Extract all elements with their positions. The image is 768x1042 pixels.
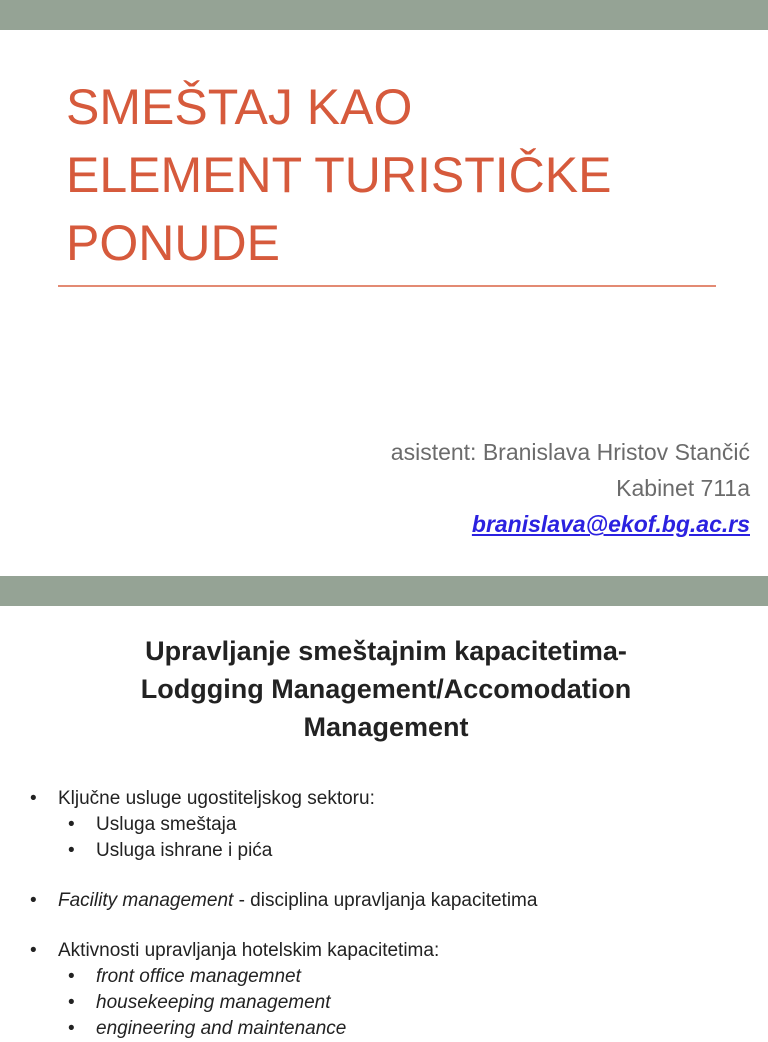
bullet-list [30,786,750,1042]
list-item [30,938,750,964]
list-item-emphasis: Facility management [58,890,234,911]
assistant-name: asistent: Branislava Hristov Stančić [390,439,750,465]
slide1-title [66,73,746,277]
contact-block [391,434,750,542]
list-item-text: - disciplina upravljanja kapacitetima [233,890,538,911]
sub-list-item-text: housekeeping management [96,992,331,1013]
sub-list-item [30,990,750,1016]
bullet-icon: • [30,940,37,961]
slide-separator-band [0,576,768,606]
sub-list-item-text: front office managemnet [96,966,301,987]
sub-list-item-text: Usluga ishrane i pića [96,840,273,861]
list-item-text: Ključne usluge ugostiteljskog sektoru: [58,788,375,809]
bullet-icon: • [68,814,75,835]
title-line: ELEMENT TURISTIČKE [66,147,612,203]
title-line: Lodgging Management/Accomodation [140,674,632,704]
sub-list-item-text: engineering and maintenance [96,1018,347,1039]
office-number: Kabinet 711a [616,475,750,501]
email-link[interactable]: branislava@ekof.bg.ac.rs [471,511,750,537]
bullet-icon: • [68,992,75,1013]
bullet-icon: • [68,840,75,861]
sub-list-item-text: Usluga smeštaja [96,814,237,835]
sub-list-item [30,838,750,864]
sub-list-item [30,812,750,838]
list-item-text: Aktivnosti upravljanja hotelskim kapacitetima: [58,940,440,961]
sub-list-item [30,1016,750,1042]
list-item [30,786,750,812]
title-line: SMEŠTAJ KAO [66,79,413,135]
title-line: Upravljanje smeštajnim kapacitetima- [145,636,627,666]
bullet-icon: • [68,966,75,987]
list-item [30,888,750,914]
slide2-title [40,632,732,746]
title-line: Management [303,712,469,742]
bullet-icon: • [68,1018,75,1039]
bullet-icon: • [30,890,37,911]
slide-top-band [0,0,768,30]
title-divider [58,285,716,287]
title-line: PONUDE [66,215,280,271]
bullet-icon: • [30,788,37,809]
sub-list-item [30,964,750,990]
